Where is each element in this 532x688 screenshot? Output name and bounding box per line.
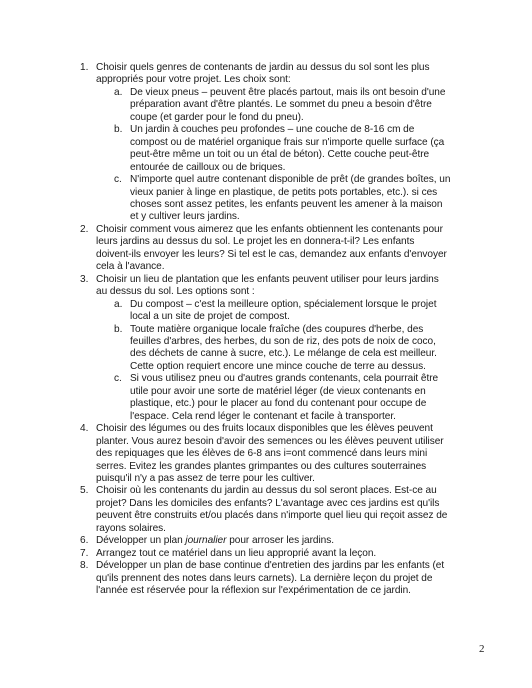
sub-list-item: [96, 124, 452, 174]
list-item-text-emphasis: journalier: [185, 535, 227, 547]
list-item-number: 3.: [80, 273, 89, 285]
sub-list-item: [96, 373, 452, 423]
sub-list-item-text: N'importe quel autre contenant disponible de prêt (de grandes boîtes, un vieux panier à linge en plastique, de petits pots portables, etc.). si ces choses sont assez petites, les enfants peuvent les amener à la maison et y cultiver leurs jardins.: [130, 174, 451, 223]
list-item: [80, 560, 452, 597]
list-item-number: 7.: [80, 547, 89, 559]
list-item-text: Choisir quels genres de contenants de jardin au dessus du sol sont les plus appropriés pour votre projet. Les choix sont:: [96, 62, 430, 86]
page-number: 2: [479, 643, 485, 655]
sub-list-item: [96, 87, 452, 124]
sub-list-item: [96, 324, 452, 374]
sub-list-item-letter: b.: [114, 323, 123, 335]
sub-list-item-letter: c.: [114, 373, 122, 385]
list-item-text: Choisir comment vous aimerez que les enfants obtiennent les contenants pour leurs jardins au dessus du sol. Le projet les en donnera-t-il? Les enfants doivent-ils envoyer les leurs? Si tel est le cas, demandez aux enfants d'envoyer cela à l'avance.: [96, 223, 447, 273]
list-item-number: 8.: [80, 560, 89, 572]
list-item-number: 2.: [80, 223, 89, 235]
list-item-text: Développer un plan de base continue d'entretien des jardins par les enfants (et qu'ils prennent des notes dans leurs carnets). La dernière leçon du projet de l'année est réservée pour la réflexion sur l'expérimentation de ce jardin.: [96, 560, 445, 597]
sub-list-item-text: Un jardin à couches peu profondes – une couche de 8-16 cm de compost ou de matériel organique frais sur n'importe quelle surface (ça peut-être même un toit ou un étal de béton). Cette couche peut-être entourée de cailloux ou de briques.: [130, 124, 445, 173]
list-item-text-end: pour arroser les jardins.: [226, 535, 334, 547]
sub-list-item: [96, 174, 452, 224]
sub-list-item-letter: b.: [114, 124, 123, 136]
list-item-number: 1.: [80, 62, 89, 73]
list-item-text: Choisir où les contenants du jardin au dessus du sol seront places. Est-ce au projet? Dans les domiciles des enfants? L'avantage avec ces jardins est qu'ils peuvent être construits et/ou placés dans n'importe quel lieu qui reçoit assez de rayons solaires.: [96, 485, 448, 534]
sub-list-item-letter: a.: [114, 298, 123, 310]
instruction-list: [80, 62, 452, 597]
list-item: [80, 548, 452, 560]
list-item-number: 4.: [80, 423, 89, 435]
list-item: [80, 274, 452, 423]
sub-list-item-text: De vieux pneus – peuvent être placés partout, mais ils ont besoin d'une préparation avant d'être plantés. Le sommet du pneu a besoin d'être coupe (et garder pour le fond du pneu).: [130, 86, 446, 123]
list-item-text: Choisir un lieu de plantation que les enfants peuvent utiliser pour leurs jardins au dessus du sol. Les options sont :: [96, 273, 439, 298]
sub-list-item: [96, 299, 452, 324]
list-item-text-start: Développer un plan: [96, 535, 186, 547]
sub-list-item-text: Du compost – c'est la meilleure option, spécialement lorsque le projet local a un site de projet de compost.: [130, 298, 437, 323]
list-item-text: Arrangez tout ce matériel dans un lieu approprié avant la leçon.: [96, 547, 377, 559]
list-item: [80, 535, 452, 547]
sub-list-item-letter: c.: [114, 174, 122, 186]
sub-list-item-text: Toute matière organique locale fraîche (des coupures d'herbe, des feuilles d'arbres, des herbes, du son de riz, des pots de noix de coco, des déchets de canne à sucre, etc.). Le mélange de cela est meilleur. Cette option requiert encore une mince couche de terre au dessus.: [130, 323, 437, 372]
sub-list-item-letter: a.: [114, 86, 123, 98]
list-item: [80, 224, 452, 274]
list-item: [80, 423, 452, 485]
list-item: [80, 485, 452, 535]
list-item-number: 5.: [80, 485, 89, 497]
sub-list-item-text: Si vous utilisez pneu ou d'autres grands contenants, cela pourrait être utile pour avoir une sorte de matériel léger (de vieux contenants en plastique, etc.) pour le placer au fond du contenant pour occupe de l'espace. Cela rend léger le contenant et facile à transporter.: [130, 373, 439, 422]
list-item: [80, 62, 452, 224]
list-item-number: 6.: [80, 535, 89, 547]
list-item-text: Choisir des légumes ou des fruits locaux disponibles que les élèves peuvent planter. Vous aurez besoin d'avoir des semences ou les élèves peuvent utiliser des repiquages que les élèves de 6-8 ans i=ont commencé dans leurs mini serres. Evitez les grandes plantes grimpantes ou des cultures souterraines puisqu'il n'y a pas assez de terre pour les cultiver.: [96, 423, 444, 484]
